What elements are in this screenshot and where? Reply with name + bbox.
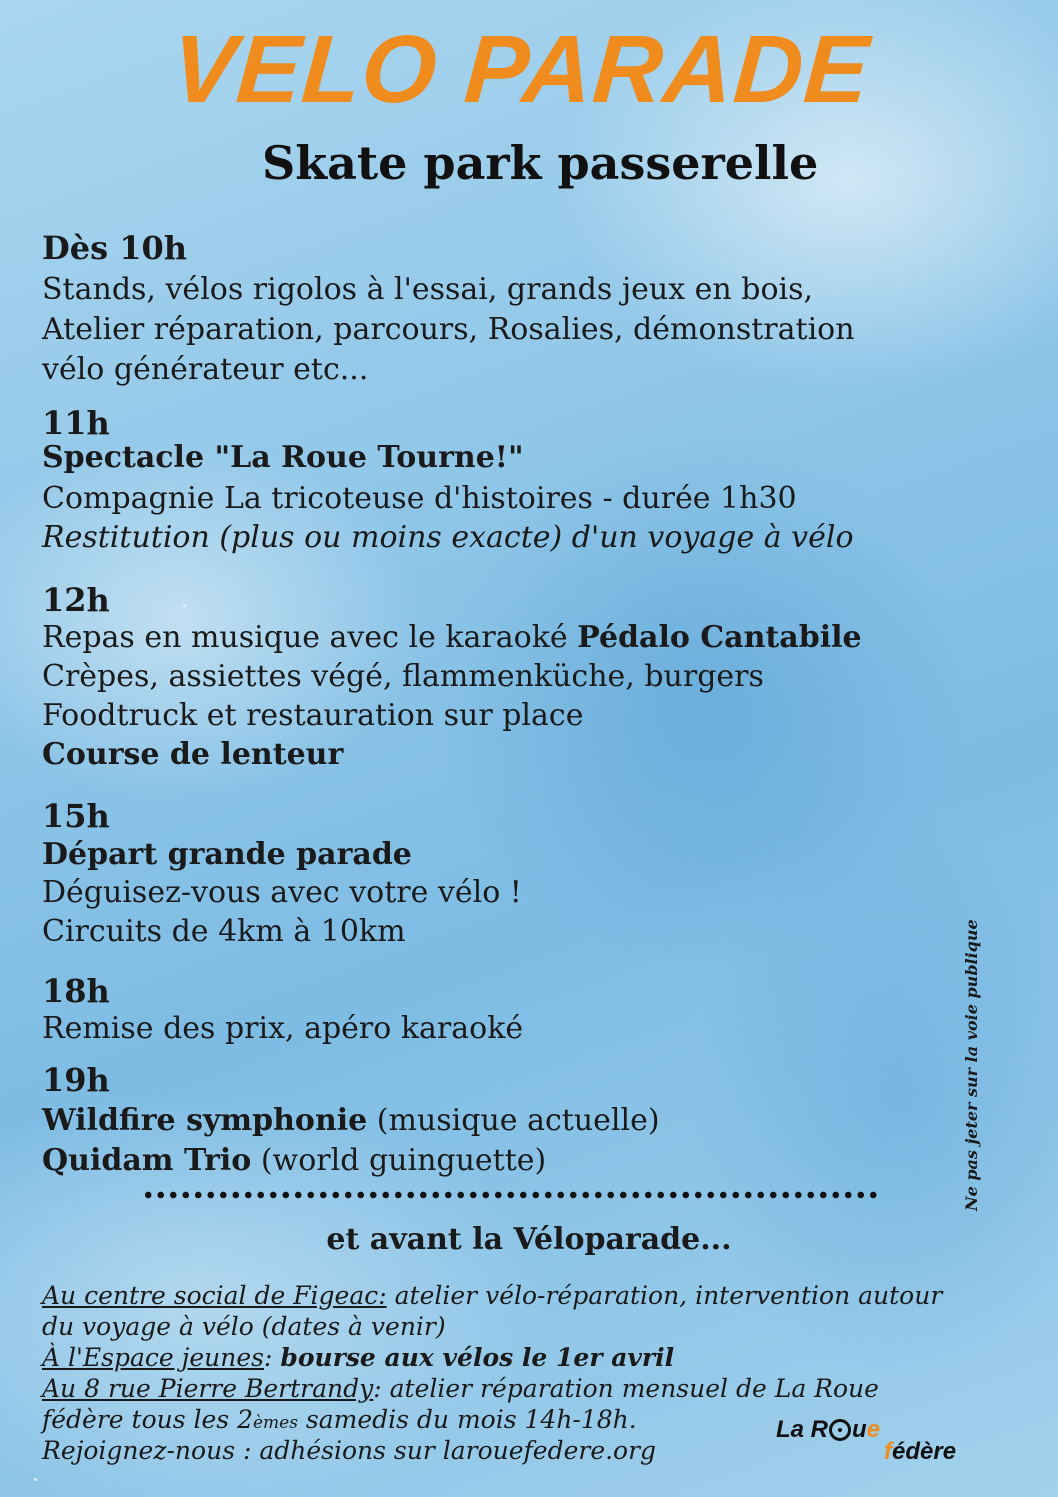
s19-act2-name: Quidam Trio (42, 1143, 252, 1178)
s18-line1: Remise des prix, apéro karaoké (42, 1011, 524, 1046)
time-12h: 12h (42, 581, 110, 619)
time-11h: 11h (42, 404, 110, 442)
s19-act1 (42, 1103, 660, 1139)
before-line5-b: samedis du mois 14h-18h. (297, 1405, 637, 1434)
time-18h: 18h (42, 972, 110, 1010)
before-line1-text: atelier vélo-réparation, intervention autour (386, 1281, 943, 1310)
s10-line1: Stands, vélos rigolos à l'essai, grands jeux en bois, (42, 272, 814, 307)
logo-part2: u (852, 1416, 867, 1443)
s15-line1: Déguisez-vous avec votre vélo ! (42, 875, 522, 910)
before-line4-text: : atelier réparation mensuel de La Roue (373, 1374, 879, 1403)
wheel-icon (829, 1419, 851, 1441)
before-line6: Rejoignez-nous : adhésions sur larouefedere.org (42, 1436, 657, 1465)
decorative-speck (183, 604, 186, 607)
before-line2: du voyage à vélo (dates à venir) (42, 1312, 446, 1341)
logo-part3: e (866, 1416, 881, 1443)
place-rue-pierre-bertrandy: Au 8 rue Pierre Bertrandy (42, 1374, 374, 1403)
s19-act2 (42, 1143, 546, 1179)
s11-title: Spectacle "La Roue Tourne!" (42, 440, 524, 475)
s15-title: Départ grande parade (42, 837, 412, 872)
s12-line4: Course de lenteur (42, 737, 344, 772)
side-note (958, 905, 988, 1215)
s12-line1 (42, 620, 862, 656)
time-19h: 19h (42, 1061, 110, 1099)
s19-act1-name: Wildfire symphonie (42, 1103, 368, 1138)
decorative-speck (34, 1478, 37, 1481)
before-line5-sup: èmes (253, 1413, 298, 1433)
before-line1 (42, 1280, 942, 1311)
s19-act2-genre: (world guinguette) (251, 1143, 547, 1178)
logo-part1: La R (776, 1416, 829, 1443)
s11-line1: Compagnie La tricoteuse d'histoires - durée 1h30 (42, 481, 797, 516)
before-line4 (42, 1373, 879, 1404)
s12-line2: Crèpes, assiettes végé, flammenküche, burgers (42, 659, 764, 694)
logo-line2 (884, 1438, 956, 1466)
s11-line2: Restitution (plus ou moins exacte) d'un voyage à vélo (42, 520, 854, 555)
place-espace-jeunes: À l'Espace jeunes (42, 1343, 264, 1372)
venue-subtitle: Skate park passerelle (262, 136, 819, 190)
la-roue-federe-logo (776, 1416, 996, 1476)
time-10h: Dès 10h (42, 229, 188, 267)
logo-part4-accent: f (884, 1438, 892, 1465)
before-heading: et avant la Véloparade... (326, 1222, 732, 1257)
s15-line2: Circuits de 4km à 10km (42, 914, 406, 949)
place-centre-social: Au centre social de Figeac: (42, 1281, 387, 1310)
before-line5-a: fédère tous les 2 (42, 1405, 253, 1434)
s12-line1-text: Repas en musique avec le karaoké (42, 620, 578, 655)
logo-line1 (776, 1416, 880, 1444)
s12-line1-bold: Pédalo Cantabile (577, 620, 862, 655)
s19-act1-genre: (musique actuelle) (367, 1103, 660, 1138)
before-line3-colon: : (263, 1343, 281, 1372)
logo-part4: édère (892, 1438, 957, 1465)
dotted-separator (142, 1188, 882, 1202)
before-line3 (42, 1342, 674, 1373)
s10-line3: vélo générateur etc... (42, 352, 369, 387)
side-note-text: Ne pas jeter sur la voie publique (962, 919, 981, 1211)
before-line3-bold: bourse aux vélos le 1er avril (280, 1343, 675, 1372)
s10-line2: Atelier réparation, parcours, Rosalies, démonstration (42, 312, 855, 347)
before-line5 (42, 1404, 637, 1439)
time-15h: 15h (42, 797, 110, 835)
page-title: VELO PARADE (168, 16, 874, 123)
s12-line3: Foodtruck et restauration sur place (42, 698, 584, 733)
